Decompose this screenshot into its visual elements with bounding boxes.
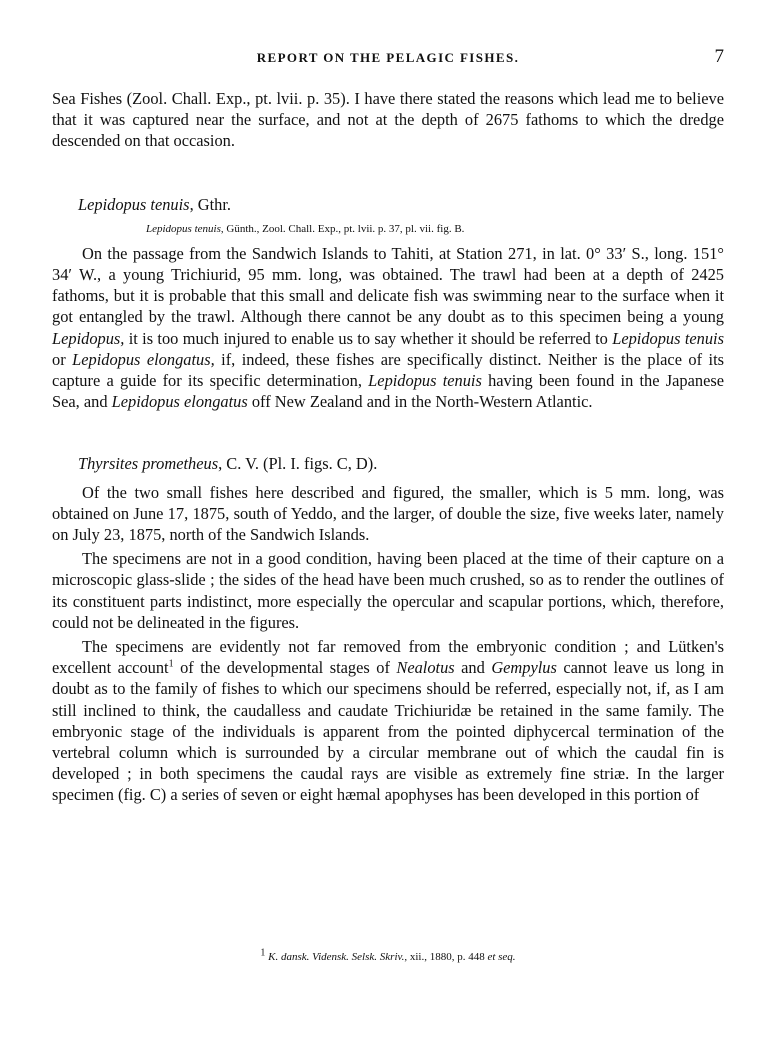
section-spacer bbox=[52, 412, 724, 453]
footnote-marker: 1 bbox=[168, 658, 174, 670]
footnote-number: 1 bbox=[260, 947, 266, 959]
footnote-reference: , xii., 1880, p. 448 bbox=[404, 951, 488, 963]
footnote-etseq: et seq. bbox=[487, 951, 516, 963]
footnote-source: K. dansk. Vidensk. Selsk. Skriv. bbox=[268, 951, 405, 963]
paragraph-lepidopus: On the passage from the Sandwich Islands to Tahiti, at Station 271, in lat. 0° 33′ S., long. 151° 34′ W., a young Trichiurid, 95 mm. long, was obtained. The trawl had been at a depth of 2425 fathoms, but it is probable that this small and delicate fish was swimming near to the surface when it got entangled by the trawl. Although there cannot be any doubt as to this specimen being a young Lepidopus, it is too much injured to enable us to say whether it should be referred to Lepidopus tenuis or Lepidopus elongatus, if, indeed, these fishes are specifically distinct. Neither is the place of its capture a guide for its specific determination, Lepidopus tenuis having been found in the Japanese Sea, and Lepidopus elongatus off New Zealand and in the North-Western Atlantic. bbox=[52, 243, 725, 412]
synonymy-name: Lepidopus tenuis bbox=[146, 222, 221, 235]
species-name: Lepidopus tenuis bbox=[78, 194, 190, 214]
intro-paragraph: Sea Fishes (Zool. Chall. Exp., pt. lvii. p. 35). I have there stated the reasons which lead me to believe that it was captured near the surface, and not at the depth of 2675 fathoms to which the dredge descended on that occasion. bbox=[52, 89, 724, 151]
section-heading-thyrsites bbox=[52, 453, 724, 474]
species-author: , Gthr. bbox=[189, 194, 231, 214]
paragraph-thyrsites-2: The specimens are not in a good condition, having been placed at the time of their capture on a microscopic glass-slide ; the sides of the head have been much crushed, so as to render the outlines of its constituent parts indistinct, more especially the opercular and scapular portions, which, therefore, could not be delineated in the figures. bbox=[52, 549, 724, 632]
species-name: Thyrsites prometheus bbox=[78, 454, 219, 474]
section-heading-lepidopus bbox=[52, 194, 724, 215]
footnote bbox=[0, 947, 776, 963]
synonymy-reference: , Günth., Zool. Chall. Exp., pt. lvii. p. 37, pl. vii. fig. B. bbox=[220, 222, 465, 235]
section-spacer bbox=[52, 152, 724, 194]
running-title: REPORT ON THE PELAGIC FISHES. bbox=[256, 50, 520, 65]
species-author: , C. V. (Pl. I. figs. C, D). bbox=[218, 454, 378, 474]
body-text bbox=[52, 88, 724, 806]
page-number: 7 bbox=[714, 46, 724, 67]
paragraph-thyrsites-3: The specimens are evidently not far removed from the embryonic condition ; and Lütken's excellent account$^1$ of the developmental stages of Nealotus and Gempylus cannot leave us long in doubt as to the family of fishes to which our specimens should be referred, especially not, if, as I am still inclined to think, the caudalless and caudate Trichiuridæ be retained in the same family. The embryonic stage of the individuals is apparent from the pointed diphycercal termination of the vertebral column which is surrounded by a circular membrane out of which the caudal fin is developed ; in both specimens the caudal rays are visible as extremely fine striæ. In the larger specimen (fig. C) a series of seven or eight hæmal apophyses has been developed in this portion of bbox=[52, 637, 724, 805]
synonymy-lepidopus bbox=[52, 221, 724, 237]
paragraph-thyrsites-1: Of the two small fishes here described and figured, the smaller, which is 5 mm. long, was obtained on June 17, 1875, south of Yeddo, and the larger, of double the size, five weeks later, namely on July 23, 1875, north of the Sandwich Islands. bbox=[52, 482, 724, 545]
page-header bbox=[52, 46, 724, 72]
